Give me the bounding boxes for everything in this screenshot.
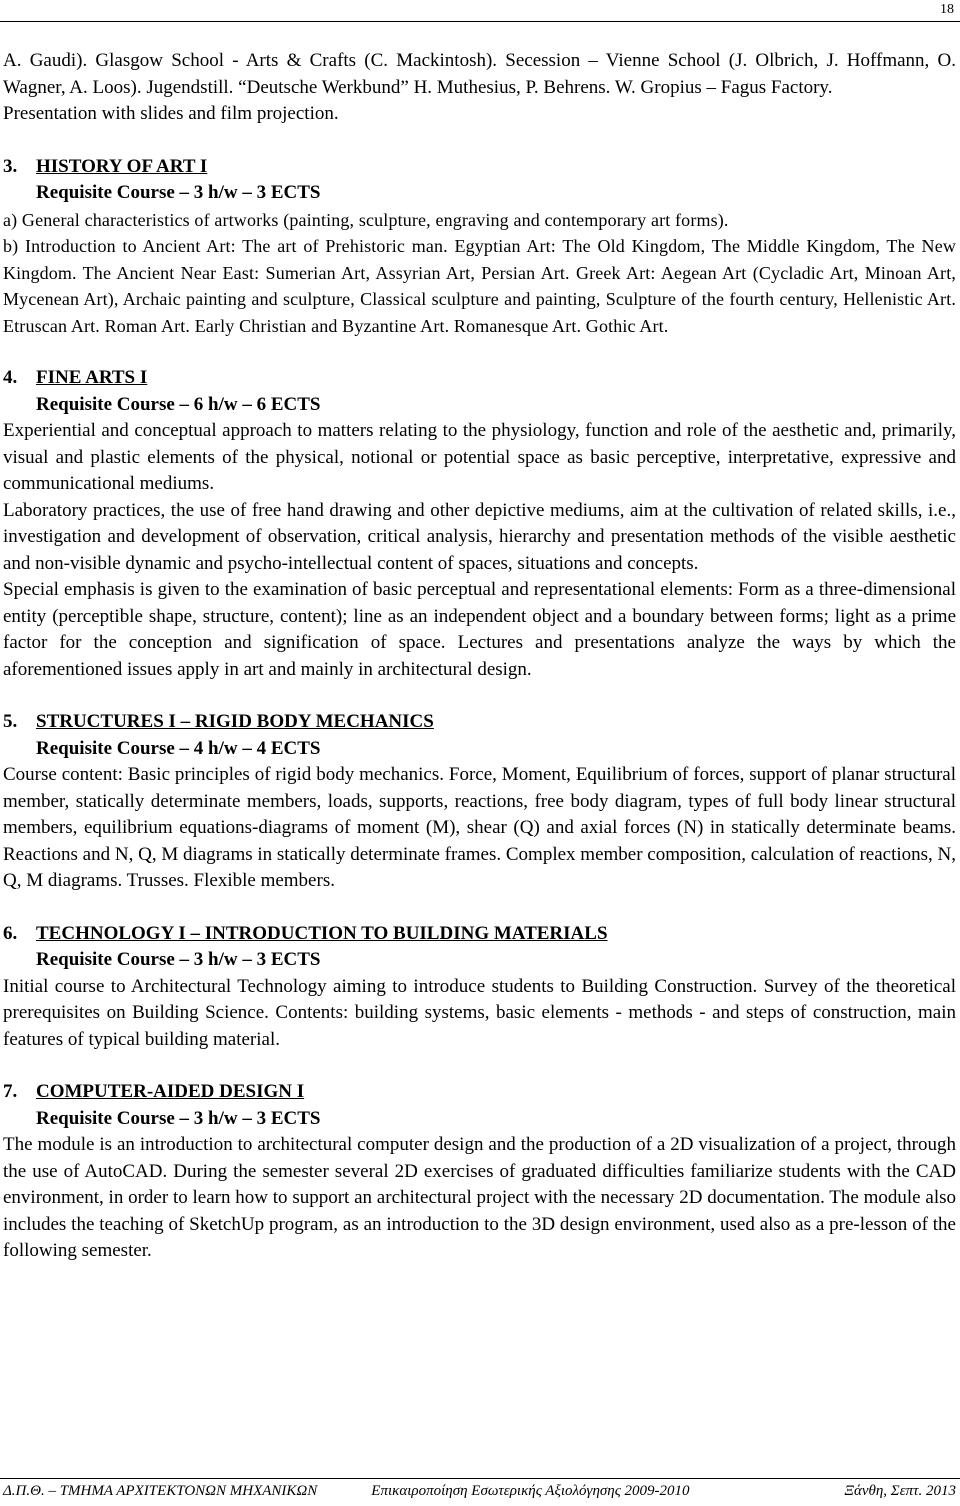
section-heading [3, 154, 956, 181]
section-title: TECHNOLOGY I – INTRODUCTION TO BUILDING MATERIALS [36, 922, 608, 944]
requisite-line: Requisite Course – 6 h/w – 6 ECTS [36, 393, 321, 415]
requisite-line: Requisite Course – 3 h/w – 3 ECTS [36, 182, 321, 203]
requisite-line: Requisite Course – 4 h/w – 4 ECTS [36, 737, 321, 759]
requisite-line: Requisite Course – 3 h/w – 3 ECTS [36, 1107, 321, 1129]
section-paragraph: Experiential and conceptual approach to matters relating to the physiology, function and role of the aesthetic and, primarily, visual and plastic elements of the physical, notional or potential space as basic perceptive, interpretative, expressive and communicational mediums. [3, 420, 956, 494]
section-fine-arts [3, 365, 956, 683]
section-number: 5. [3, 711, 18, 732]
header-rule [0, 21, 960, 22]
intro-paragraph: A. Gaudi). Glasgow School - Arts & Crafts (C. Mackintosh). Secession – Vienne School (J. Olbrich, J. Hoffmann, O. Wagner, A. Loos). Jugendstill. “Deutsche Werkbund” H. Muthesius, P. Behrens. W. Gropius – Fagus Factory. [3, 50, 956, 98]
section-title: STRUCTURES I – RIGID BODY MECHANICS [36, 711, 434, 732]
section-heading [3, 365, 956, 392]
section-paragraph: b) Introduction to Ancient Art: The art of Prehistoric man. Egyptian Art: The Old Kingdom, The Middle Kingdom, The New Kingdom. The Ancient Near East: Sumerian Art, Assyrian Art, Persian Art. Greek Art: Aegean Art (Cycladic Art, Minoan Art, Mycenean Art), Archaic painting and sculpture, Classical sculpture and painting, Sculpture of the fourth century, Hellenistic Art. Etruscan Art. Roman Art. Early Christian and Byzantine Art. Romanesque Art. Gothic Art. [3, 236, 956, 336]
page-number: 18 [940, 2, 954, 17]
section-heading [3, 921, 956, 948]
requisite-line: Requisite Course – 3 h/w – 3 ECTS [36, 949, 321, 970]
section-computer-aided-design [3, 1079, 956, 1265]
section-paragraph: a) General characteristics of artworks (painting, sculpture, engraving and contemporary art forms). [3, 209, 729, 230]
section-number: 7. [3, 1081, 18, 1102]
footer-place-date: Ξάνθη, Σεπτ. 2013 [844, 1483, 956, 1499]
section-heading [3, 709, 956, 736]
section-paragraph: The module is an introduction to architectural computer design and the production of a 2D visualization of a project, through the use of AutoCAD. During the semester several 2D exercises of graduated difficulties familiarize students with the CAD environment, in order to learn how to support an architectural project with the necessary 2D documentation. The module also includes the teaching of SketchUp program, as an introduction to the 3D design environment, used also as a pre-lesson of the following semester. [3, 1134, 956, 1261]
section-paragraph: Laboratory practices, the use of free hand drawing and other depictive mediums, aim at the cultivation of related skills, i.e., investigation and development of observation, critical analysis, hierarchy and presentation methods of the visible aesthetic and non-visible dynamic and psycho-intellectual content of spaces, situations and concepts. [3, 499, 956, 574]
section-history-of-art [3, 154, 956, 340]
footer-document-title: Επικαιροποίηση Εσωτερικής Αξιολόγησης 2009-2010 [371, 1483, 690, 1499]
document-body [3, 48, 956, 1265]
section-title: FINE ARTS I [36, 367, 148, 388]
section-title: COMPUTER-AIDED DESIGN I [36, 1081, 305, 1102]
section-paragraph: Initial course to Architectural Technology aiming to introduce students to Building Construction. Survey of the theoretical prerequisites on Building Science. Contents: building systems, basic elements - methods - and steps of construction, main features of typical building material. [3, 975, 956, 1050]
section-technology [3, 921, 956, 1054]
section-number: 6. [3, 922, 18, 944]
intro-presentation-note: Presentation with slides and film projection. [3, 103, 339, 124]
section-paragraph: Course content: Basic principles of rigid body mechanics. Force, Moment, Equilibrium of forces, support of planar structural member, statically determinate members, loads, supports, reactions, free body diagram, types of full body linear structural members, equilibrium equations-diagrams of moment (M), shear (Q) and axial forces (N) in statically determinate beams. Reactions and N, Q, M diagrams in statically determinate frames. Complex member composition, calculation of reactions, N, Q, M diagrams. Trusses. Flexible members. [3, 764, 956, 891]
page-footer [0, 1478, 960, 1500]
section-structures [3, 709, 956, 895]
footer-department: Δ.Π.Θ. – ΤΜΗΜΑ ΑΡΧΙΤΕΚΤΟΝΩΝ ΜΗΧΑΝΙΚΩΝ [3, 1483, 318, 1499]
section-number: 3. [3, 155, 18, 177]
section-heading [3, 1079, 956, 1106]
section-title: HISTORY OF ART I [36, 155, 208, 177]
section-paragraph: Special emphasis is given to the examination of basic perceptual and representational elements: Form as a three-dimensional entity (perceptible shape, structure, content); line as an independent object and a boundary between forms; light as a prime factor for the conception and signification of space. Lectures and presentations analyze the ways by which the aforementioned issues apply in art and mainly in architectural design. [3, 579, 956, 680]
section-number: 4. [3, 367, 18, 388]
